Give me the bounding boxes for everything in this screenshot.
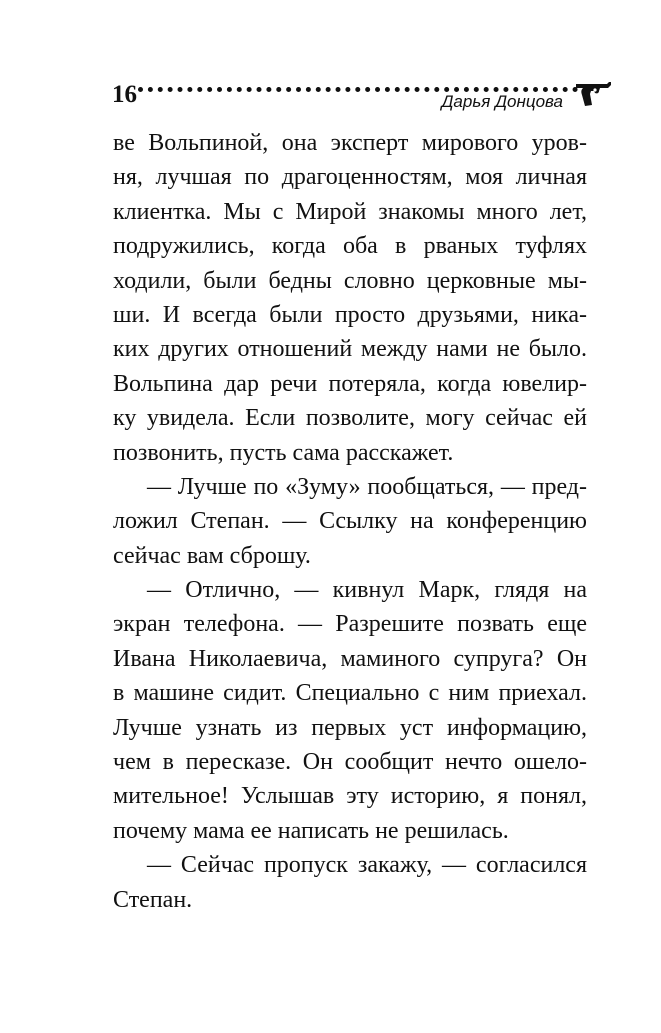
text-line: сейчас вам сброшу. [113, 542, 311, 569]
text-line: экран телефона. — Разрешите позвать еще [113, 611, 587, 638]
author-name: Дарья Донцова [441, 92, 563, 111]
pistol-icon [574, 80, 614, 108]
text-line: ку увидела. Если позволите, могу сейчас ей [113, 405, 587, 432]
text-line: клиентка. Мы с Мирой знакомы много лет, [113, 198, 587, 225]
text-line: Степан. [113, 886, 193, 913]
text-line: ве Вольпиной, она эксперт мирового уров- [113, 130, 587, 156]
text-line: ложил Степан. — Ссылку на конференцию [113, 508, 587, 535]
text-line: Ивана Николаевича, маминого супруга? Он [113, 645, 587, 672]
text-line: ких других отношений между нами не было. [113, 336, 587, 363]
text-line: — Лучше по «Зуму» пообщаться, — пред- [147, 473, 587, 500]
text-line: подружились, когда оба в рваных туфлях [113, 233, 587, 260]
page-number: 16 [112, 81, 137, 108]
text-line: ши. И всегда были просто друзьями, ника- [113, 301, 587, 328]
text-line: — Отлично, — кивнул Марк, глядя на [147, 577, 587, 604]
text-line: Вольпина дар речи потеряла, когда ювелир- [113, 370, 587, 397]
text-line: чем в пересказе. Он сообщит нечто ошело- [113, 749, 587, 776]
text-line: — Сейчас пропуск закажу, — согласился [147, 852, 587, 879]
book-text [113, 126, 587, 917]
running-header [0, 0, 661, 120]
text-line: ходили, были бедны словно церковные мы- [113, 267, 587, 294]
text-line: позвонить, пусть сама расскажет. [113, 439, 454, 466]
text-line: Лучше узнать из первых уст информацию, [113, 714, 587, 741]
text-line: мительное! Услышав эту историю, я понял, [113, 783, 587, 810]
text-line: ня, лучшая по драгоценностям, моя личная [113, 164, 587, 191]
text-line: почему мама ее написать не решилась. [113, 817, 509, 844]
text-line: в машине сидит. Специально с ним приехал. [113, 680, 587, 707]
